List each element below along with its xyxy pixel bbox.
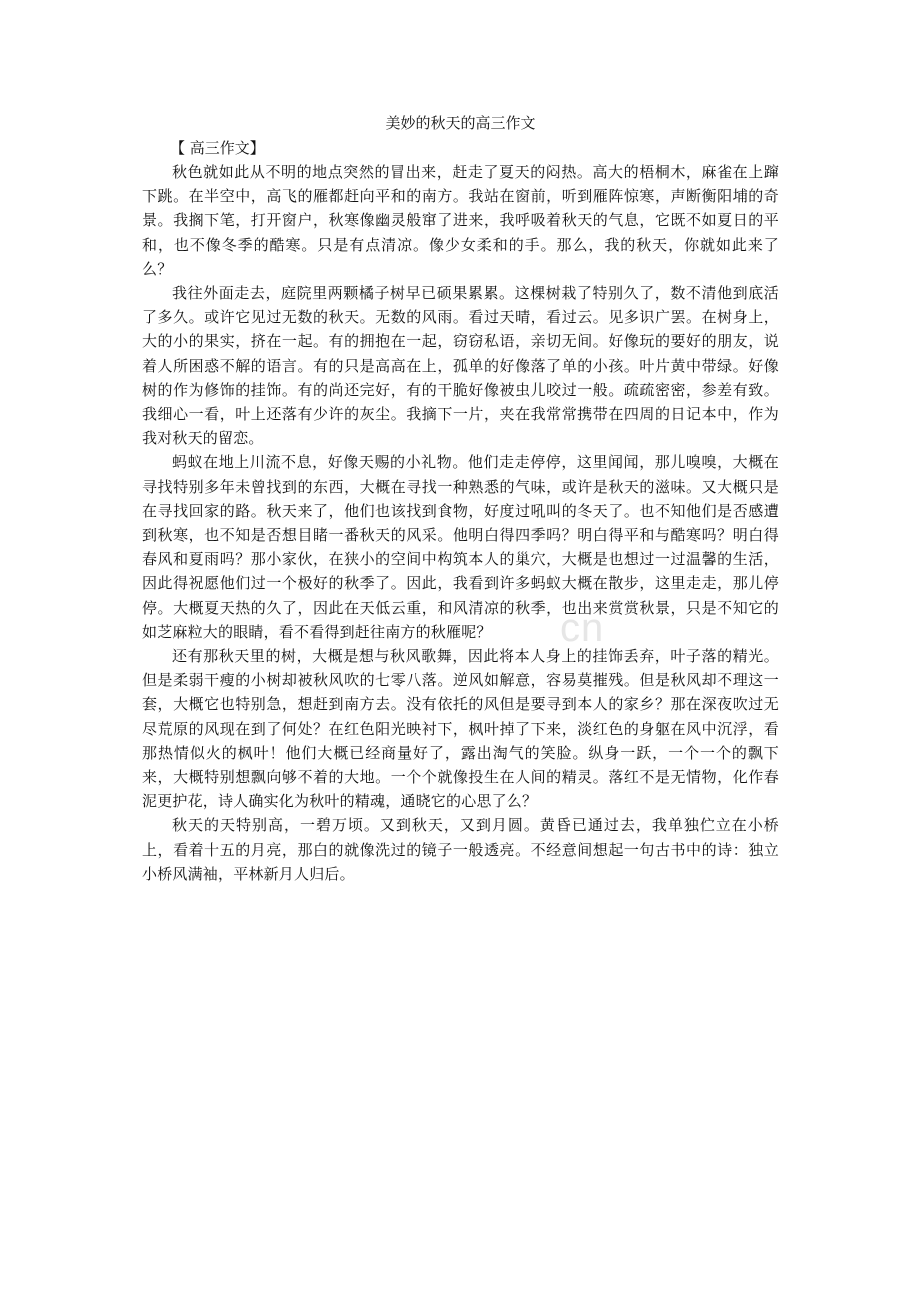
paragraph-3: 蚂蚁在地上川流不息，好像天赐的小礼物。他们走走停停，这里闻闻，那儿嗅嗅，大概在寻找特别多年未曾找到的东西，大概在寻找一种熟悉的气味，或许是秋天的滋味。又大概只是在寻找回家的路。秋天来了，他们也该找到食物，好度过吼叫的冬天了。也不知他们是否感遭到秋寒，也不知是否想目睹一番秋天的风采。他明白得四季吗？明白得平和与酷寒吗？明白得春风和夏雨吗？那小家伙，在狭小的空间中构筑本人的巢穴，大概是也想过一过温馨的生活，因此得祝愿他们过一个极好的秋季了。因此，我看到许多蚂蚁大概在散步，这里走走，那儿停停。大概夏天热的久了，因此在天低云重，和风清凉的秋季，也出来赏赏秋景，只是不知它的如芝麻粒大的眼睛，看不看得到赶往南方的秋雁呢？ bbox=[142, 453, 779, 641]
watermark: cn bbox=[560, 606, 605, 650]
document-title: 美妙的秋天的高三作文 bbox=[385, 114, 536, 132]
paragraph-5: 秋天的天特别高，一碧万顷。又到秋天，又到月圆。黄昏已通过去，我单独伫立在小桥上，看着十五的月亮，那白的就像洗过的镜子一般透亮。不经意间想起一句古书中的诗：独立小桥风满袖，平林新月人归后。 bbox=[142, 816, 779, 883]
category-label: 【 高三作文】 bbox=[170, 139, 265, 157]
document-body bbox=[142, 110, 779, 886]
paragraph-4: 还有那秋天里的树，大概是想与秋风歌舞，因此将本人身上的挂饰丢弃，叶子落的精光。但是柔弱干瘦的小树却被秋风吹的七零八落。逆风如解意，容易莫摧残。但是秋风却不理这一套，大概它也特别急，想赶到南方去。没有依托的风但是要寻到本人的家乡？那在深夜吹过无尽荒原的风现在到了何处？在红色阳光映衬下，枫叶掉了下来，淡红色的身躯在风中沉浮，看那热情似火的枫叶！他们大概已经商量好了，露出淘气的笑脸。纵身一跃，一个一个的飘下来，大概特别想飘向够不着的大地。一个个就像投生在人间的精灵。落红不是无情物，化作春泥更护花，诗人确实化为秋叶的精魂，通晓它的心思了么？ bbox=[142, 647, 779, 811]
paragraph-2: 我往外面走去，庭院里两颗橘子树早已硕果累累。这棵树栽了特别久了，数不清他到底活了多久。或许它见过无数的秋天。无数的风雨。看过天晴，看过云。见多识广罢。在树身上，大的小的果实，挤在一起。有的拥抱在一起，窃窃私语，亲切无间。好像玩的要好的朋友，说着人所困惑不解的语言。有的只是高高在上，孤单的好像落了单的小孩。叶片黄中带绿。好像树的作为修饰的挂饰。有的尚还完好，有的干脆好像被虫儿咬过一般。疏疏密密，参差有致。我细心一看，叶上还落有少许的灰尘。我摘下一片，夹在我常常携带在四周的日记本中，作为我对秋天的留恋。 bbox=[142, 284, 779, 448]
paragraph-1: 秋色就如此从不明的地点突然的冒出来，赶走了夏天的闷热。高大的梧桐木，麻雀在上蹿下跳。在半空中，高飞的雁都赶向平和的南方。我站在窗前，听到雁阵惊寒，声断衡阳埔的奇景。我搁下笔，打开窗户，秋寒像幽灵般窜了进来，我呼吸着秋天的气息，它既不如夏日的平和，也不像冬季的酷寒。只是有点清凉。像少女柔和的手。那么，我的秋天，你就如此来了么？ bbox=[142, 163, 779, 278]
